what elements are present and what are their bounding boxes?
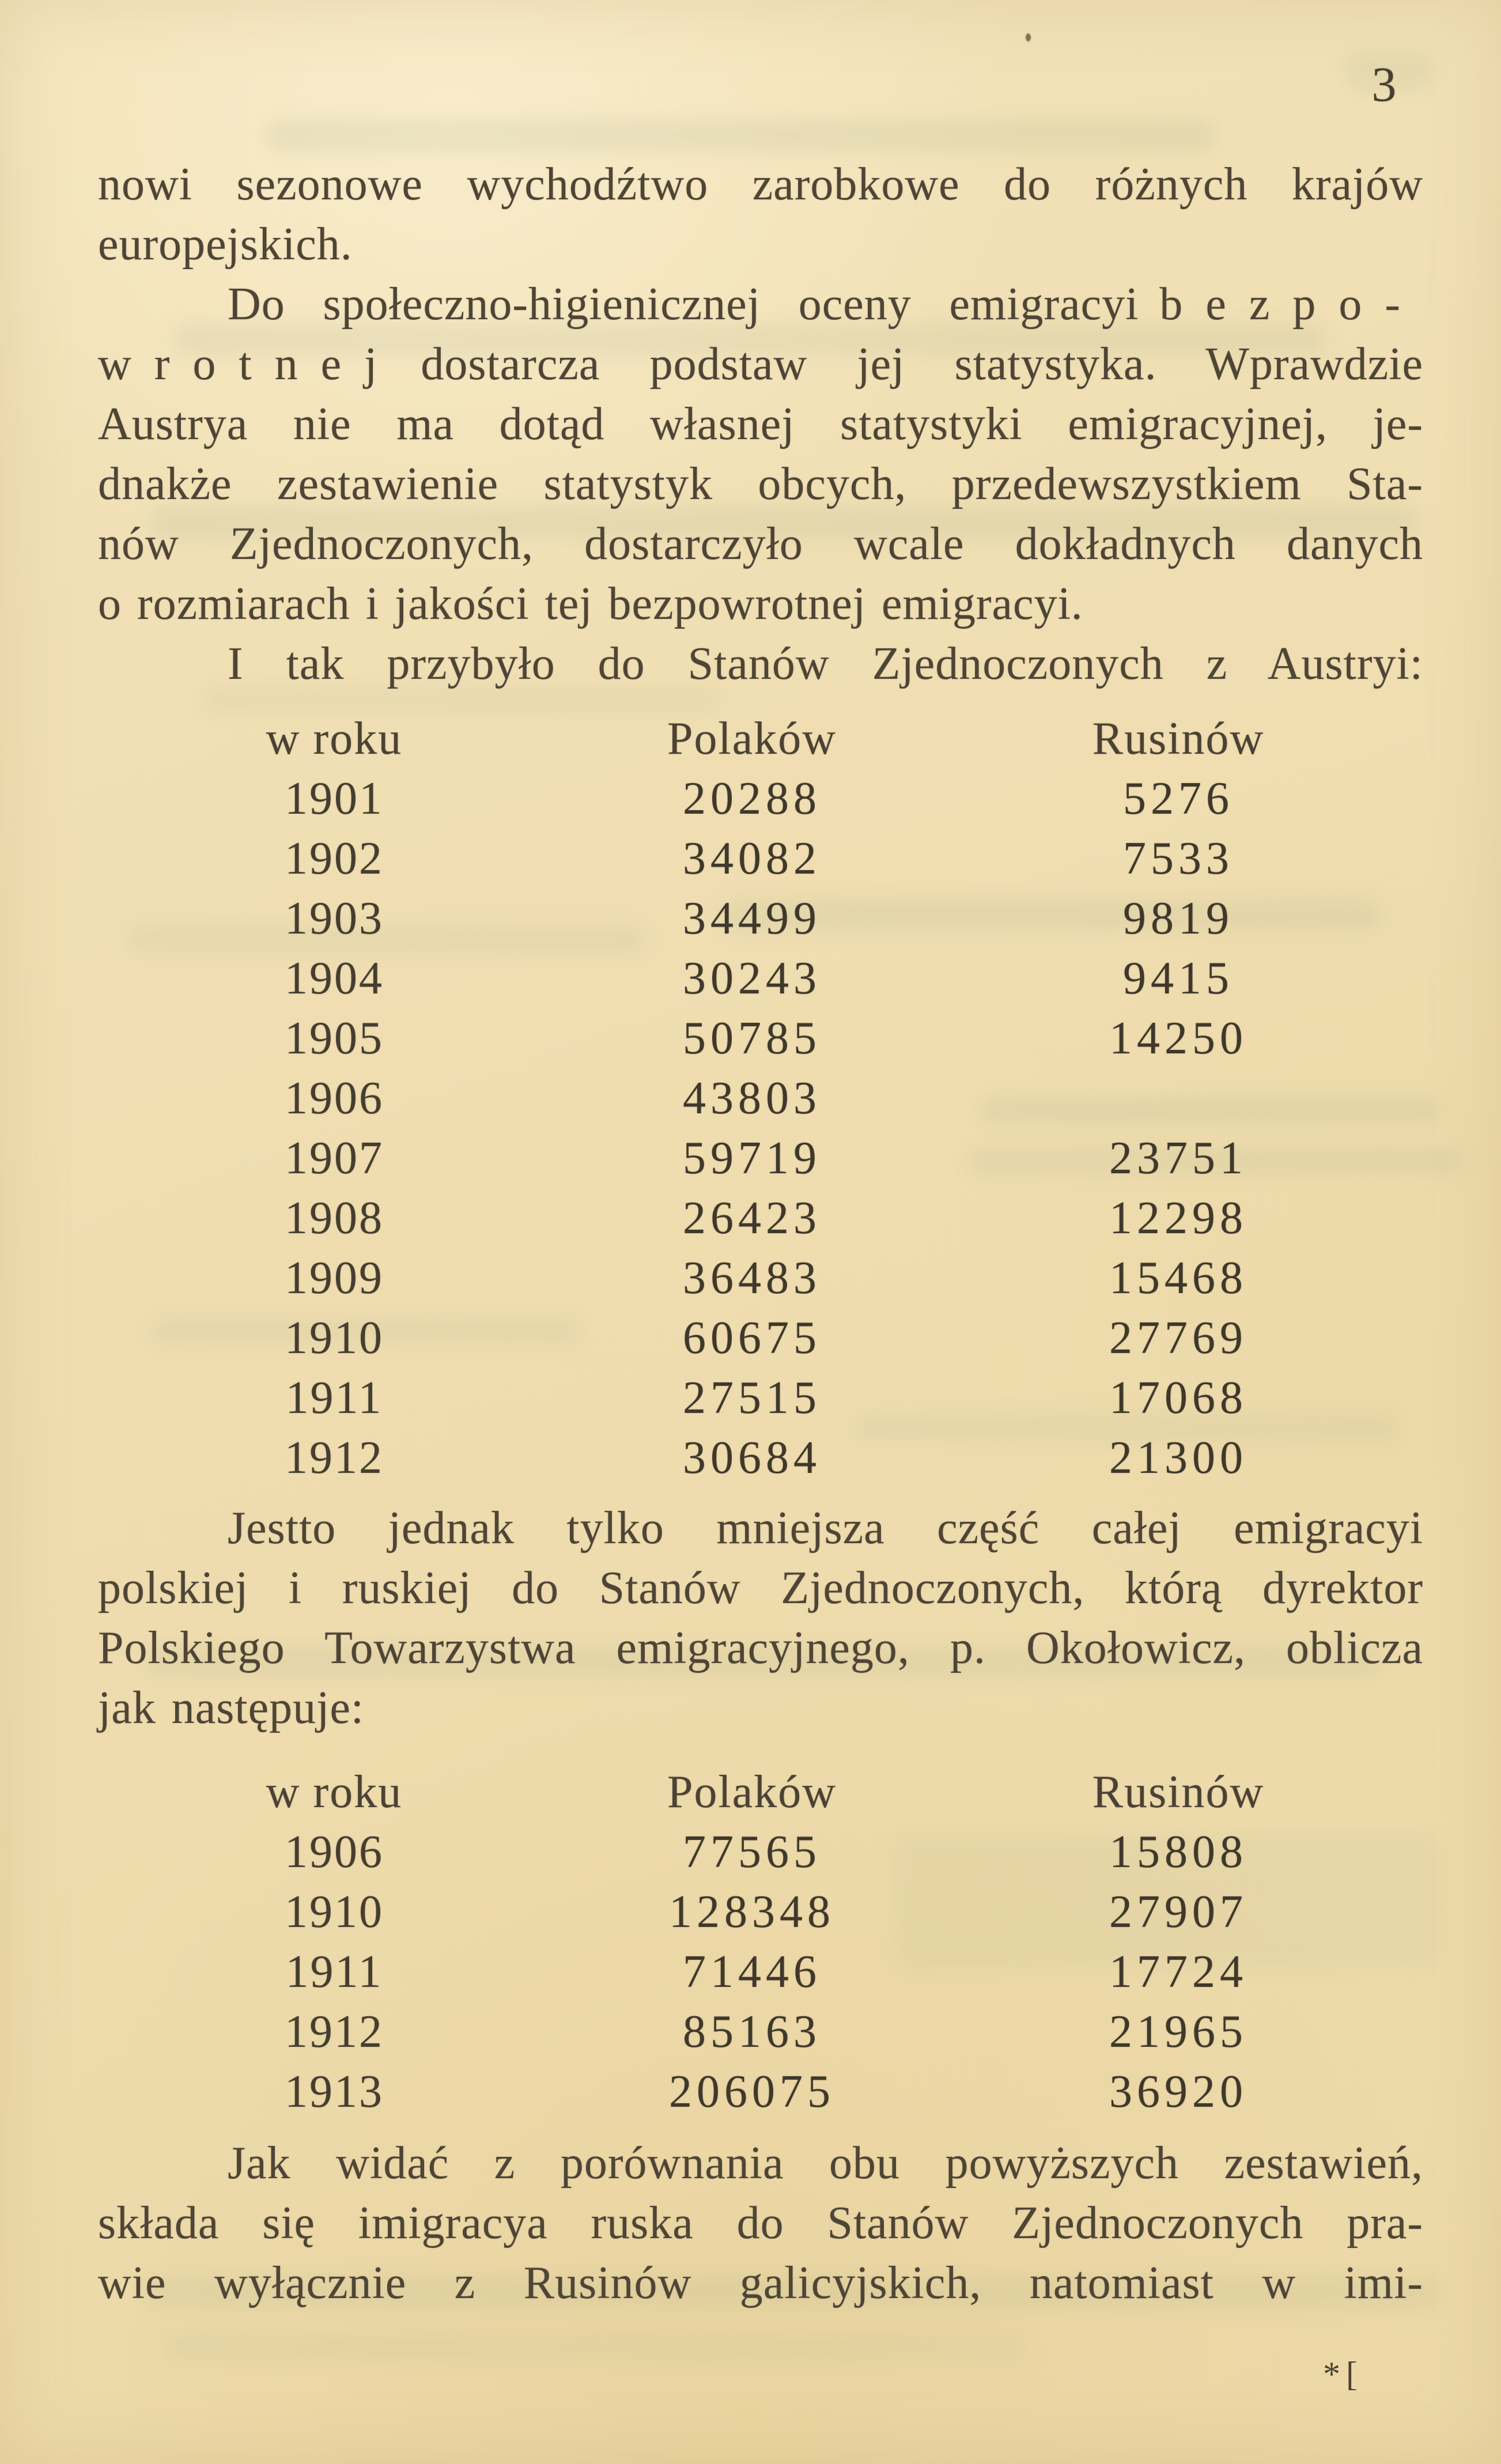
table-header-row <box>98 1762 1423 1822</box>
paragraph-line <box>98 274 1423 334</box>
year-cell: 1910 <box>285 1313 384 1363</box>
year-cell: 1909 <box>285 1253 384 1303</box>
paragraph-line: o rozmiarach i jakości tej bezpowrotnej emigracyi. <box>98 579 1083 629</box>
table-row <box>98 2062 1423 2122</box>
rusinow-cell: 12298 <box>1109 1193 1247 1244</box>
table-row <box>98 1068 1423 1128</box>
paragraph <box>98 274 1423 634</box>
paragraph-line: składa się imigracya ruska do Stanów Zjednoczonych pra- <box>98 2198 1423 2248</box>
polakow-cell: 30684 <box>683 1433 821 1483</box>
table-row <box>98 1822 1423 1882</box>
signature-mark: *[ <box>1323 2355 1363 2393</box>
table-row <box>98 1308 1423 1368</box>
rusinow-cell: 9819 <box>1123 893 1234 944</box>
paragraph-line: wie wyłącznie z Rusinów galicyjskich, natomiast w imi- <box>98 2258 1423 2308</box>
polakow-cell: 50785 <box>683 1013 821 1064</box>
page-content <box>98 154 1423 2313</box>
polakow-cell: 85163 <box>683 2006 821 2057</box>
paragraph-line: Jak widać z porównania obu powyższych zestawień, <box>228 2138 1423 2189</box>
year-cell: 1901 <box>285 773 384 824</box>
rusinow-cell: 15468 <box>1109 1253 1247 1303</box>
polakow-cell: 26423 <box>683 1193 821 1244</box>
table-row <box>98 1128 1423 1188</box>
table-row <box>98 829 1423 889</box>
paragraph-line <box>98 334 1423 394</box>
year-cell: 1905 <box>285 1013 384 1064</box>
year-cell: 1912 <box>285 1433 384 1483</box>
rusinow-cell: 7533 <box>1123 833 1234 884</box>
paragraph <box>98 2133 1423 2313</box>
table-row <box>98 1882 1423 1942</box>
polakow-cell: 60675 <box>683 1313 821 1363</box>
table-row <box>98 889 1423 948</box>
emigration-table-1 <box>98 709 1423 1488</box>
year-cell: 1910 <box>285 1887 384 1937</box>
rusinow-cell: 27769 <box>1109 1313 1247 1363</box>
rusinow-cell: 17724 <box>1109 1947 1247 1997</box>
polakow-cell: 206075 <box>669 2066 835 2117</box>
column-header-year: w roku <box>266 1767 403 1817</box>
rusinow-cell: 5276 <box>1123 773 1234 824</box>
paragraph-line: Polskiego Towarzystwa emigracyjnego, p. Okołowicz, oblicza <box>98 1623 1423 1673</box>
paragraph-line: dnakże zestawienie statystyk obcych, przedewszystkiem Sta- <box>98 459 1423 509</box>
line-text: Do społeczno-higienicznej oceny emigracyi <box>228 279 1139 330</box>
year-cell: 1907 <box>285 1133 384 1184</box>
paragraph-line: I tak przybyło do Stanów Zjednoczonych z Austryi: <box>228 638 1423 689</box>
table-row <box>98 1188 1423 1248</box>
year-cell: 1908 <box>285 1193 384 1244</box>
line-text-letterspaced: wrotnej <box>98 339 400 390</box>
paragraph-line: Austrya nie ma dotąd własnej statystyki emigracyjnej, je- <box>98 399 1423 449</box>
column-header-year: w roku <box>266 713 403 764</box>
table-header-row <box>98 709 1423 769</box>
rusinow-cell: 9415 <box>1123 953 1234 1004</box>
rusinow-cell: 27907 <box>1109 1887 1247 1937</box>
year-cell: 1911 <box>285 1373 383 1423</box>
column-header-polakow: Polaków <box>667 1767 837 1817</box>
rusinow-cell <box>933 1068 1423 1128</box>
polakow-cell: 34082 <box>683 833 821 884</box>
polakow-cell: 36483 <box>683 1253 821 1303</box>
paragraph-line: nów Zjednoczonych, dostarczyło wcale dokładnych danych <box>98 519 1423 569</box>
polakow-cell: 27515 <box>683 1373 821 1423</box>
table-row <box>98 1942 1423 2002</box>
paragraph-line: polskiej i ruskiej do Stanów Zjednoczonych, którą dyrektor <box>98 1563 1423 1613</box>
year-cell: 1902 <box>285 833 384 884</box>
rusinow-cell: 21965 <box>1109 2006 1247 2057</box>
paragraph-line: europejskich. <box>98 219 353 270</box>
polakow-cell: 30243 <box>683 953 821 1004</box>
showthrough-artifact <box>161 2333 1026 2361</box>
line-text: dostarcza podstaw jej statystyka. Wprawdzie <box>421 339 1423 390</box>
showthrough-artifact <box>265 120 1216 152</box>
table-row <box>98 1368 1423 1428</box>
year-cell: 1903 <box>285 893 384 944</box>
table-row <box>98 769 1423 829</box>
emigration-table-2 <box>98 1762 1423 2122</box>
polakow-cell: 43803 <box>683 1073 821 1124</box>
table-row <box>98 948 1423 1008</box>
rusinow-cell: 36920 <box>1109 2066 1247 2117</box>
paragraph <box>98 1498 1423 1738</box>
paragraph <box>98 154 1423 274</box>
column-header-rusinow: Rusinów <box>1092 1767 1265 1817</box>
table-row <box>98 1428 1423 1488</box>
column-header-rusinow: Rusinów <box>1092 713 1265 764</box>
polakow-cell: 128348 <box>669 1887 835 1937</box>
rusinow-cell: 23751 <box>1109 1133 1247 1184</box>
year-cell: 1912 <box>285 2006 384 2057</box>
polakow-cell: 20288 <box>683 773 821 824</box>
year-cell: 1904 <box>285 953 384 1004</box>
table-row <box>98 2002 1423 2062</box>
rusinow-cell: 17068 <box>1109 1373 1247 1423</box>
line-text-letterspaced: bezpo- <box>1159 279 1423 330</box>
table-row <box>98 1248 1423 1308</box>
year-cell: 1906 <box>285 1827 384 1877</box>
page-number: 3 <box>1371 56 1397 112</box>
table-row <box>98 1008 1423 1068</box>
year-cell: 1906 <box>285 1073 384 1124</box>
year-cell: 1911 <box>285 1947 383 1997</box>
polakow-cell: 34499 <box>683 893 821 944</box>
polakow-cell: 71446 <box>683 1947 821 1997</box>
ink-dot-artifact <box>1026 33 1031 41</box>
rusinow-cell: 15808 <box>1109 1827 1247 1877</box>
polakow-cell: 59719 <box>683 1133 821 1184</box>
year-cell: 1913 <box>285 2066 384 2117</box>
polakow-cell: 77565 <box>683 1827 821 1877</box>
paragraph-line: Jestto jednak tylko mniejsza część całej emigracyi <box>228 1503 1423 1554</box>
paragraph-line: jak następuje: <box>98 1683 365 1733</box>
rusinow-cell: 14250 <box>1109 1013 1247 1064</box>
paragraph-line: nowi sezonowe wychodźtwo zarobkowe do różnych krajów <box>98 159 1423 210</box>
column-header-polakow: Polaków <box>667 713 837 764</box>
paragraph <box>98 634 1423 694</box>
rusinow-cell: 21300 <box>1109 1433 1247 1483</box>
